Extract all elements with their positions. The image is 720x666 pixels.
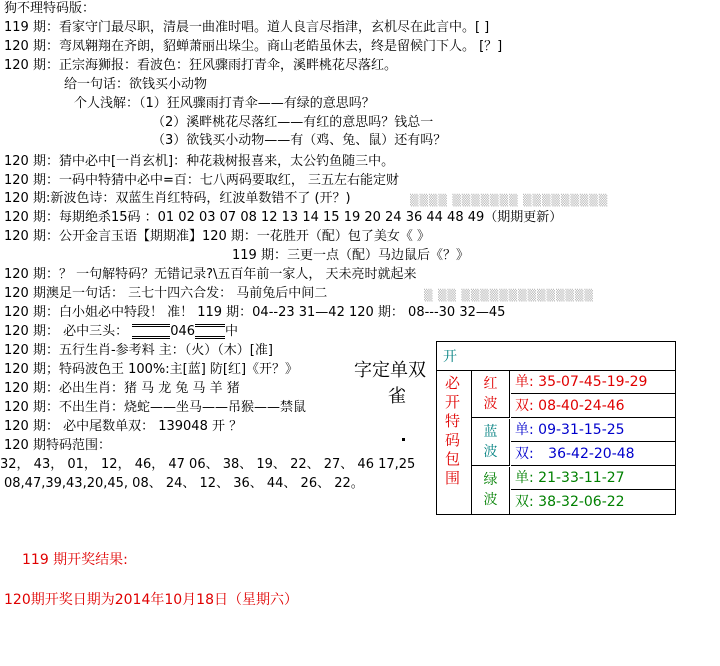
vertical-label-column [437, 370, 472, 514]
text-line: 120 期：每期绝杀15码 ：01 02 03 07 08 12 13 14 15 19 20 24 36 44 48 49（期期更新） [4, 210, 563, 225]
table-cell: 单: 09-31-15-25 [511, 419, 675, 442]
table-cell: 双: 36-42-20-48 [511, 443, 675, 466]
overlay-text: 字定单双 [354, 360, 426, 381]
text-line: 个人浅解：（1）狂风骤雨打青伞——有绿的意思吗？ [74, 96, 375, 111]
vertical-label: 必开特码包围 [445, 374, 461, 487]
stray-dot [402, 438, 405, 441]
faded-text-blot: ▒▒▒▒ ▒▒▒▒▒▒▒ ▒▒▒▒▒▒▒▒▒ [410, 194, 609, 207]
wave-blue: 蓝波 [472, 419, 510, 466]
text-line: 119 期：看家守门最尽职，清晨一曲准时唱。道人良言尽指津，玄机尽在此言中。[ ] [4, 20, 490, 35]
text-line: 120 期：不出生肖：烧蛇——坐马——吊猴——禁鼠 [4, 400, 306, 415]
text-line: 120 期：五行生肖-参考料 主：（火）（木）[准] [4, 343, 273, 358]
text-line: 120 期：公开金言玉语【期期准】120 期：一花胜开（配）包了美女《 》 [4, 229, 431, 244]
text-line: 120 期澳足一句话： 三七十四六合发： 马前兔后中间二 [4, 286, 328, 301]
draw-result-label: 119 期开奖结果: [22, 552, 128, 568]
bar-decoration [132, 324, 170, 339]
text-line: 120 期：？ 一句解特码？无错记录?\五百年前一家人， 天未亮时就起来 [4, 267, 417, 282]
overlay-text: 雀 [388, 386, 406, 407]
wave-green: 绿波 [472, 467, 510, 514]
text-line: （2）溪畔桃花尽落红——有红的意思吗？钱总一 [152, 115, 434, 130]
number-highlight: 046 [170, 324, 196, 339]
text-line: 120 期；特码波色王 100%:主[蓝] 防[红]《开？》 [4, 362, 299, 377]
text-line: 120 期：弯凤翱翔在齐朗，貂蝉萧丽出垛尘。商山老皓虽休去，终是留候门下人。 [？] [4, 39, 503, 54]
line-suffix: 中 [225, 324, 239, 339]
table-cell: 双: 08-40-24-46 [511, 395, 675, 418]
text-line: 120 期：必出生肖：猪 马 龙 兔 马 羊 猪 [4, 381, 240, 396]
table-cell: 单: 35-07-45-19-29 [511, 371, 675, 394]
text-line: 120 期：白小姐必中特段！ 准！ 119 期：04--23 31—42 120 期： 08---30 32—45 [4, 305, 506, 320]
text-line [4, 323, 238, 341]
text-line: 120 期：猜中必中[一肖玄机]：种花栽树报喜来，太公钓鱼随三中。 [4, 154, 395, 169]
text-line: 给一句话：欲钱买小动物 [64, 77, 208, 92]
doc-title: 狗不理特码版： [4, 1, 96, 16]
line-prefix: 120 期： 必中三头： [4, 324, 129, 339]
number-range-line: 32， 43， 01， 12， 46， 47 06、 38、 19、 22、 27、 46 17,25 [0, 457, 416, 472]
wave-red: 红波 [472, 371, 510, 418]
text-line: 120 期特码范围： [4, 438, 111, 453]
text-line: 120 期： 必中尾数单双： 139048 开 ？ [4, 419, 243, 434]
text-line: 119 期：三更一点（配）马边鼠后《？》 [232, 248, 469, 263]
text-line: 120 期:新波色诗：双蓝生肖红特码，红波单数错不了 (开？) [4, 191, 351, 206]
number-range-line: 08,47,39,43,20,45, 08、 24、 12、 36、 44、 26、 22。 [4, 476, 364, 491]
text-line: （3）欲钱买小动物——有（鸡、兔、鼠）还有吗？ [152, 133, 447, 148]
text-line: 120 期：一码中特猜中必中=百：七八两码要取红， 三五左右能定财 [4, 173, 399, 188]
text-line: 120 期：正宗海狮报：看波色：狂风骤雨打青伞，溪畔桃花尽落红。 [4, 58, 397, 73]
table-cell: 双: 38-32-06-22 [515, 494, 625, 510]
table-header-label: 开 [443, 349, 457, 365]
table-header [437, 342, 675, 371]
bar-decoration [195, 324, 225, 339]
special-code-table [436, 341, 676, 515]
table-cell: 单: 21-33-11-27 [511, 467, 675, 490]
draw-date: 120期开奖日期为2014年10月18日（星期六） [4, 592, 298, 608]
faded-text-blot: ▒ ▒▒ ▒▒▒▒▒▒▒▒▒▒▒▒▒▒ [424, 289, 594, 302]
